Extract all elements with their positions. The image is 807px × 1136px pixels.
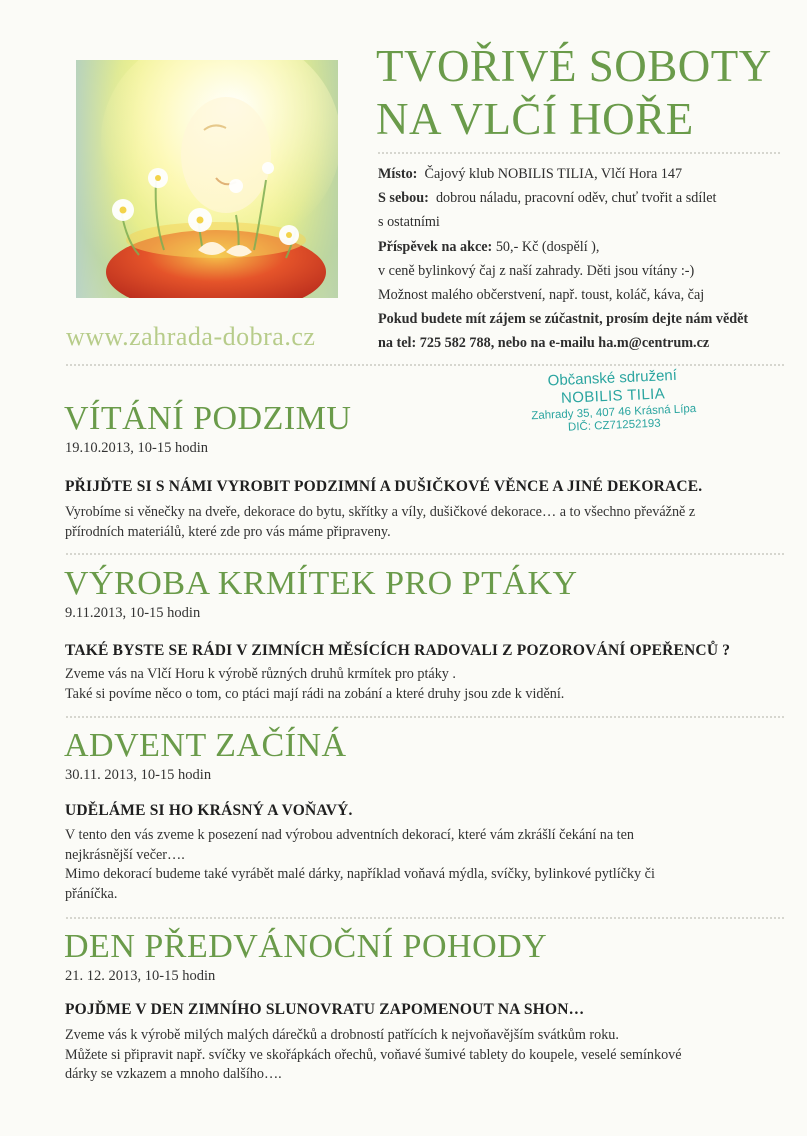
- info-contact-line2: na tel: 725 582 788, nebo na e-mailu ha.m@centrum.cz: [378, 335, 710, 352]
- event-title: VÝROBA KRMÍTEK PRO PTÁKY: [64, 565, 578, 602]
- event-body-line: dárky se vzkazem a mnoho dalšího….: [65, 1066, 282, 1082]
- event-body: [65, 665, 784, 704]
- stamp-line3: Zahrady 35, 407 46 Krásná Lípa: [531, 403, 697, 423]
- info-fee: [378, 235, 790, 259]
- event-title: VÍTÁNÍ PODZIMU: [64, 400, 352, 437]
- page-title-line1: TVOŘIVÉ SOBOTY: [376, 41, 772, 91]
- event-date: 19.10.2013, 10-15 hodin: [65, 440, 208, 456]
- info-contact-line1: Pokud budete mít zájem se zúčastnit, prosím dejte nám vědět: [378, 311, 749, 328]
- info-bring-label: S sebou:: [378, 190, 429, 207]
- info-place-value: Čajový klub NOBILIS TILIA, Vlčí Hora 147: [424, 166, 683, 182]
- event-body-line: nejkrásnější večer….: [65, 846, 185, 863]
- event-body: [65, 503, 784, 542]
- divider-header: [66, 364, 784, 366]
- page-title-line2: NA VLČÍ HOŘE: [376, 94, 694, 144]
- info-block: [378, 162, 790, 356]
- divider-top: [378, 152, 780, 154]
- event-headline: TAKÉ BYSTE SE RÁDI V ZIMNÍCH MĚSÍCÍCH RADOVALI Z POZOROVÁNÍ OPEŘENCŮ ?: [65, 642, 731, 659]
- event-4: [64, 928, 784, 1085]
- event-date: 30.11. 2013, 10-15 hodin: [65, 767, 212, 783]
- event-body-line: přáníčka.: [65, 885, 118, 902]
- event-1: [64, 400, 784, 542]
- illustration-image: [76, 60, 338, 298]
- info-place-label: Místo:: [378, 166, 418, 182]
- event-body-line: přírodních materiálů, které zde pro vás máme připraveny.: [65, 523, 391, 540]
- event-date: 9.11.2013, 10-15 hodin: [65, 605, 201, 621]
- divider-3: [66, 917, 784, 919]
- info-fee-value: 50,- Kč (dospělí ),: [495, 238, 600, 255]
- event-3: [64, 727, 784, 904]
- event-2: [64, 565, 784, 704]
- event-body-line: V tento den vás zveme k posezení nad výrobou adventních dekorací, které vám zkrášlí čekání na ten: [65, 827, 634, 843]
- event-title: ADVENT ZAČÍNÁ: [64, 727, 347, 764]
- info-bring-value: dobrou náladu, pracovní oděv, chuť tvořit a sdílet: [435, 190, 717, 207]
- info-place: [378, 162, 790, 186]
- info-fee-cont: v ceně bylinkový čaj z naší zahrady. Děti jsou vítány :-): [378, 262, 695, 279]
- event-title: DEN PŘEDVÁNOČNÍ POHODY: [64, 928, 548, 965]
- illustration-graphic: [76, 60, 338, 298]
- event-headline: POJĎME V DEN ZIMNÍHO SLUNOVRATU ZAPOMENOUT NA SHON…: [65, 1001, 585, 1018]
- stamp-line1: Občanské sdružení: [547, 366, 678, 390]
- event-body-line: Vyrobíme si věnečky na dveře, dekorace do bytu, skřítky a víly, dušičkové dekorace… a to všechno převážně z: [65, 504, 696, 520]
- stamp-line4: DIČ: CZ71252193: [567, 417, 661, 434]
- event-body: [65, 826, 784, 904]
- info-refreshment: Možnost malého občerstvení, např. toust, koláč, káva, čaj: [378, 287, 705, 304]
- info-bring-cont: s ostatními: [378, 214, 440, 231]
- website-url: www.zahrada-dobra.cz: [66, 322, 316, 351]
- divider-2: [66, 716, 784, 718]
- page-title: [376, 40, 772, 146]
- divider-1: [66, 553, 784, 555]
- event-body-line: Zveme vás k výrobě milých malých dárečků a drobností patřících k nejvoňavějším svátkům roku.: [65, 1027, 619, 1043]
- event-body-line: Můžete si připravit např. svíčky ve skořápkách ořechů, voňavé šumivé tablety do koupele, veselé semínkové: [65, 1046, 682, 1063]
- event-headline: UDĚLÁME SI HO KRÁSNÝ A VOŇAVÝ.: [65, 802, 353, 819]
- stamp-line2: NOBILIS TILIA: [560, 385, 666, 407]
- event-headline: PŘIJĎTE SI S NÁMI VYROBIT PODZIMNÍ A DUŠIČKOVÉ VĚNCE A JINÉ DEKORACE.: [65, 478, 703, 495]
- event-body: [65, 1026, 784, 1085]
- info-fee-label: Příspěvek na akce:: [378, 238, 493, 255]
- info-bring: [378, 186, 790, 210]
- event-date: 21. 12. 2013, 10-15 hodin: [65, 968, 216, 984]
- event-body-line: Mimo dekorací budeme také vyrábět malé dárky, například voňavá mýdla, svíčky, bylinkové pytlíčky či: [65, 866, 655, 882]
- event-body-line: Také si povíme něco o tom, co ptáci mají rádi na zobání a které druhy jsou zde k vidění.: [65, 685, 565, 702]
- event-body-line: Zveme vás na Vlčí Horu k výrobě různých druhů krmítek pro ptáky .: [65, 666, 456, 682]
